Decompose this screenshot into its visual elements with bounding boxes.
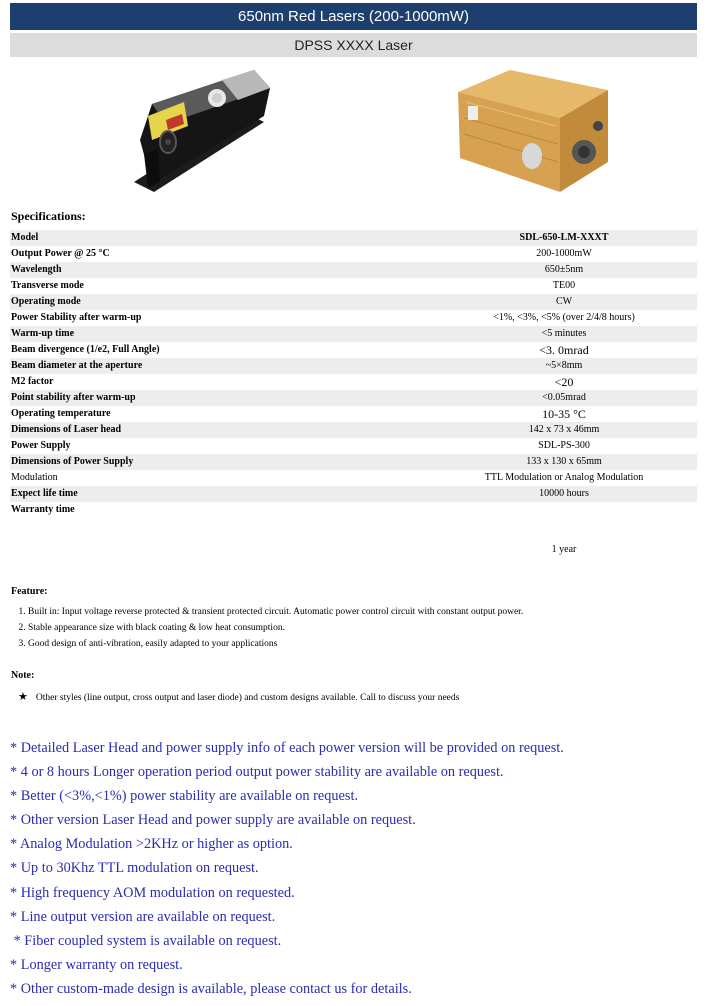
list-item: * Line output version are available on request. <box>10 908 276 925</box>
table-row <box>10 374 697 390</box>
list-item: * Other custom-made design is available, please contact us for details. <box>10 980 412 997</box>
note-heading: Note: <box>11 670 35 681</box>
specifications-table <box>10 230 697 564</box>
spec-value: 650±5nm <box>312 262 697 278</box>
spec-label: Dimensions of Laser head <box>10 422 312 438</box>
spec-value: ~5×8mm <box>312 358 697 374</box>
list-item: 2. Stable appearance size with black coating & low heat consumption. <box>28 620 708 636</box>
list-item: * Fiber coupled system is available on request. <box>10 932 282 949</box>
note-text: Other styles (line output, cross output and laser diode) and custom designs available. Call to discuss your needs <box>35 693 460 703</box>
list-item: * 4 or 8 hours Longer operation period output power stability are available on request. <box>10 764 504 781</box>
table-row <box>10 454 697 470</box>
spec-label: M2 factor <box>10 374 312 390</box>
spec-label: Transverse mode <box>10 278 312 294</box>
list-item: 1. Built in: Input voltage reverse protected & transient protected circuit. Automatic power control circuit with constant output power. <box>28 604 708 620</box>
spec-label: Beam diameter at the aperture <box>10 358 312 374</box>
spec-label: Dimensions of Power Supply <box>10 454 312 470</box>
spec-label: Modulation <box>10 470 312 486</box>
spec-value: <5 minutes <box>312 326 697 342</box>
spec-label: Expect life time <box>10 486 312 502</box>
table-row <box>10 502 697 564</box>
spec-value: 142 x 73 x 46mm <box>312 422 697 438</box>
feature-list <box>0 604 708 652</box>
spec-value: CW <box>312 294 697 310</box>
spec-label: Point stability after warm-up <box>10 390 312 406</box>
spec-label: Power Stability after warm-up <box>10 310 312 326</box>
spec-label: Wavelength <box>10 262 312 278</box>
spec-value: <1%, <3%, <5% (over 2/4/8 hours) <box>312 310 697 326</box>
spec-value: 1 year <box>312 502 697 564</box>
spec-label: Model <box>10 230 312 246</box>
list-item: * Longer warranty on request. <box>10 956 183 973</box>
table-row <box>10 278 697 294</box>
table-row <box>10 230 697 246</box>
request-list <box>10 736 705 1001</box>
table-row <box>10 422 697 438</box>
spec-label: Beam divergence (1/e2, Full Angle) <box>10 342 312 358</box>
table-row <box>10 358 697 374</box>
list-item: * Detailed Laser Head and power supply info of each power version will be provided on request. <box>10 740 564 756</box>
spec-value: <3. 0mrad <box>312 342 697 358</box>
list-item: * Up to 30Khz TTL modulation on request. <box>10 860 259 877</box>
table-row <box>10 262 697 278</box>
table-row <box>10 246 697 262</box>
table-row <box>10 326 697 342</box>
spec-value: <0.05mrad <box>312 390 697 406</box>
table-row <box>10 486 697 502</box>
page-title: 650nm Red Lasers (200-1000mW) <box>10 3 697 30</box>
spec-label: Warranty time <box>10 502 312 564</box>
table-row <box>10 390 697 406</box>
spec-label: Operating temperature <box>10 406 312 422</box>
spec-value: SDL-650-LM-XXXT <box>312 230 697 246</box>
star-icon: ★ <box>18 691 28 703</box>
spec-value: 10-35 °C <box>312 406 697 422</box>
table-row <box>10 438 697 454</box>
spec-value: TE00 <box>312 278 697 294</box>
list-item: * Better (<3%,<1%) power stability are available on request. <box>10 788 359 805</box>
spec-label: Power Supply <box>10 438 312 454</box>
list-item: * Analog Modulation >2KHz or higher as option. <box>10 836 293 853</box>
table-row <box>10 342 697 358</box>
list-item: 3. Good design of anti-vibration, easily adapted to your applications <box>28 636 708 652</box>
page-subtitle: DPSS XXXX Laser <box>10 33 697 57</box>
spec-value: TTL Modulation or Analog Modulation <box>312 470 697 486</box>
list-item: * High frequency AOM modulation on requested. <box>10 884 295 901</box>
specifications-heading: Specifications: <box>11 209 86 223</box>
table-row <box>10 406 697 422</box>
spec-value: 133 x 130 x 65mm <box>312 454 697 470</box>
spec-label: Warm-up time <box>10 326 312 342</box>
laser-head-photo <box>104 64 284 196</box>
feature-heading: Feature: <box>11 586 48 597</box>
spec-value: SDL-PS-300 <box>312 438 697 454</box>
table-row <box>10 310 697 326</box>
list-item: * Other version Laser Head and power supply are available on request. <box>10 812 416 829</box>
spec-label: Operating mode <box>10 294 312 310</box>
spec-value: <20 <box>312 374 697 390</box>
spec-value: 10000 hours <box>312 486 697 502</box>
table-row <box>10 294 697 310</box>
power-supply-photo <box>448 66 614 200</box>
note-item <box>18 689 459 706</box>
table-row <box>10 470 697 486</box>
spec-value: 200-1000mW <box>312 246 697 262</box>
spec-label: Output Power @ 25 °C <box>10 246 312 262</box>
